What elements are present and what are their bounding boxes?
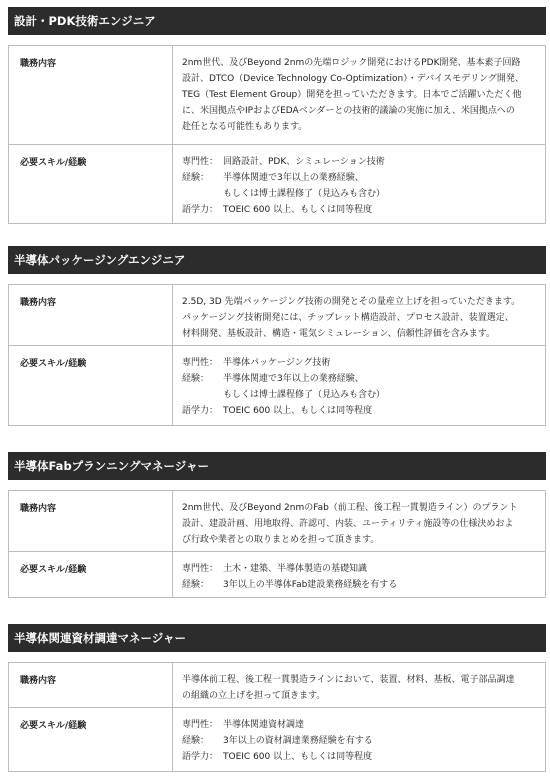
skill-value: 3年以上の半導体Fab建設業務経験を有する — [223, 580, 398, 590]
skill-item — [182, 154, 537, 170]
skill-item — [182, 577, 537, 593]
duties-line: 材料開発、基板設計、構造・電気シミュレーション、信頼性評価を含みます。 — [182, 329, 496, 339]
skills-label: 必要スキル/経験 — [9, 145, 173, 223]
skill-item — [182, 733, 537, 749]
duties-label: 職務内容 — [9, 491, 173, 551]
skill-key: 専門性： — [182, 564, 219, 574]
skill-value: TOEIC 600 以上、もしくは同等程度 — [223, 752, 373, 762]
skill-value-cont: もしくは博士課程修了（見込みも含む） — [223, 189, 386, 199]
skill-item — [182, 371, 537, 387]
skills-label: 必要スキル/経験 — [9, 708, 173, 771]
duties-line: び行政や業者との取りまとめを担って頂きます。 — [182, 535, 380, 545]
duties-line: パッケージング技術開発には、チップレット構造設計、プロセス設計、装置選定、 — [182, 313, 514, 323]
skill-value-cont: もしくは博士課程修了（見込みも含む） — [223, 390, 386, 400]
skill-item — [182, 170, 537, 186]
skills-text — [173, 708, 545, 771]
skills-row — [9, 144, 545, 223]
duties-text — [173, 491, 545, 551]
duties-row — [9, 663, 545, 707]
skill-key: 専門性： — [182, 358, 219, 368]
skills-label: 必要スキル/経験 — [9, 552, 173, 597]
job-title: 設計・PDK技術エンジニア — [8, 7, 546, 35]
skill-value: 回路設計、PDK、シミュレーション技術 — [223, 157, 385, 167]
skill-value: 土木・建築、半導体製造の基礎知識 — [223, 564, 368, 574]
skill-value: 半導体パッケージング技術 — [223, 358, 331, 368]
duties-line: の組織の立上げを担って頂きます。 — [182, 691, 326, 701]
skills-text — [173, 552, 545, 597]
skill-value: TOEIC 600 以上、もしくは同等程度 — [223, 406, 373, 416]
skills-label: 必要スキル/経験 — [9, 346, 173, 425]
skill-key: 語学力： — [182, 205, 219, 215]
skills-text — [173, 145, 545, 223]
job-section — [8, 624, 546, 762]
duties-row — [9, 46, 545, 144]
skill-item — [182, 202, 537, 218]
job-table — [8, 284, 546, 426]
duties-line: に、米国拠点やIPおよびEDAベンダーとの技術的議論の実施に加え、米国拠点への — [182, 106, 515, 116]
duties-line: 2.5D, 3D 先端パッケージング技術の開発とその量産立上げを担っていただきます。 — [182, 297, 521, 307]
skills-text — [173, 346, 545, 425]
skill-item — [182, 561, 537, 577]
duties-line: 赴任となる可能性もあります。 — [182, 122, 308, 132]
duties-label: 職務内容 — [9, 46, 173, 144]
duties-text — [173, 663, 545, 707]
job-table — [8, 490, 546, 598]
duties-text — [173, 46, 545, 144]
skill-value: 3年以上の資材調達業務経験を有する — [223, 736, 373, 746]
job-table — [8, 662, 546, 772]
skill-key: 専門性： — [182, 720, 219, 730]
job-section — [8, 7, 546, 215]
skill-key: 語学力： — [182, 752, 219, 762]
duties-line: TEG（Test Element Group）開発を担っていただきます。日本でご活躍いただく他 — [182, 90, 522, 100]
skills-row — [9, 707, 545, 771]
job-title: 半導体パッケージングエンジニア — [8, 246, 546, 274]
duties-row — [9, 491, 545, 551]
duties-line: 半導体前工程、後工程一貫製造ラインにおいて、装置、材料、基板、電子部品調達 — [182, 675, 515, 685]
duties-label: 職務内容 — [9, 663, 173, 707]
skill-key: 専門性： — [182, 157, 219, 167]
job-section — [8, 452, 546, 590]
skill-item — [182, 403, 537, 419]
duties-text — [173, 285, 545, 345]
job-title: 半導体関連資材調達マネージャー — [8, 624, 546, 652]
skill-key: 経験： — [182, 173, 210, 183]
skill-key: 経験： — [182, 580, 210, 590]
skill-value: 半導体関連で3年以上の業務経験、 — [223, 173, 364, 183]
duties-line: 設計、建設計画、用地取得、許認可、内装、ユーティリティ施設等の仕様決めおよ — [182, 519, 514, 529]
skill-value: 半導体関連資材調達 — [223, 720, 305, 730]
job-section — [8, 246, 546, 416]
job-table — [8, 45, 546, 224]
skill-key: 経験： — [182, 374, 210, 384]
skill-key: 語学力： — [182, 406, 219, 416]
duties-label: 職務内容 — [9, 285, 173, 345]
duties-line: 2nm世代、及びBeyond 2nmのFab（前工程、後工程一貫製造ライン）のプラント — [182, 503, 518, 513]
skill-value: 半導体関連で3年以上の業務経験、 — [223, 374, 364, 384]
job-title: 半導体Fabプランニングマネージャー — [8, 452, 546, 480]
skill-item — [182, 749, 537, 765]
skills-row — [9, 345, 545, 425]
duties-row — [9, 285, 545, 345]
skills-row — [9, 551, 545, 597]
duties-line: 2nm世代、及びBeyond 2nmの先端ロジック開発におけるPDK開発、基本素子回路 — [182, 58, 521, 68]
skill-item — [182, 717, 537, 733]
duties-line: 設計、DTCO（Device Technology Co-Optimization）・デバイスモデリング開発、 — [182, 74, 524, 84]
skill-item — [182, 355, 537, 371]
skill-value: TOEIC 600 以上、もしくは同等程度 — [223, 205, 373, 215]
skill-key: 経験： — [182, 736, 210, 746]
